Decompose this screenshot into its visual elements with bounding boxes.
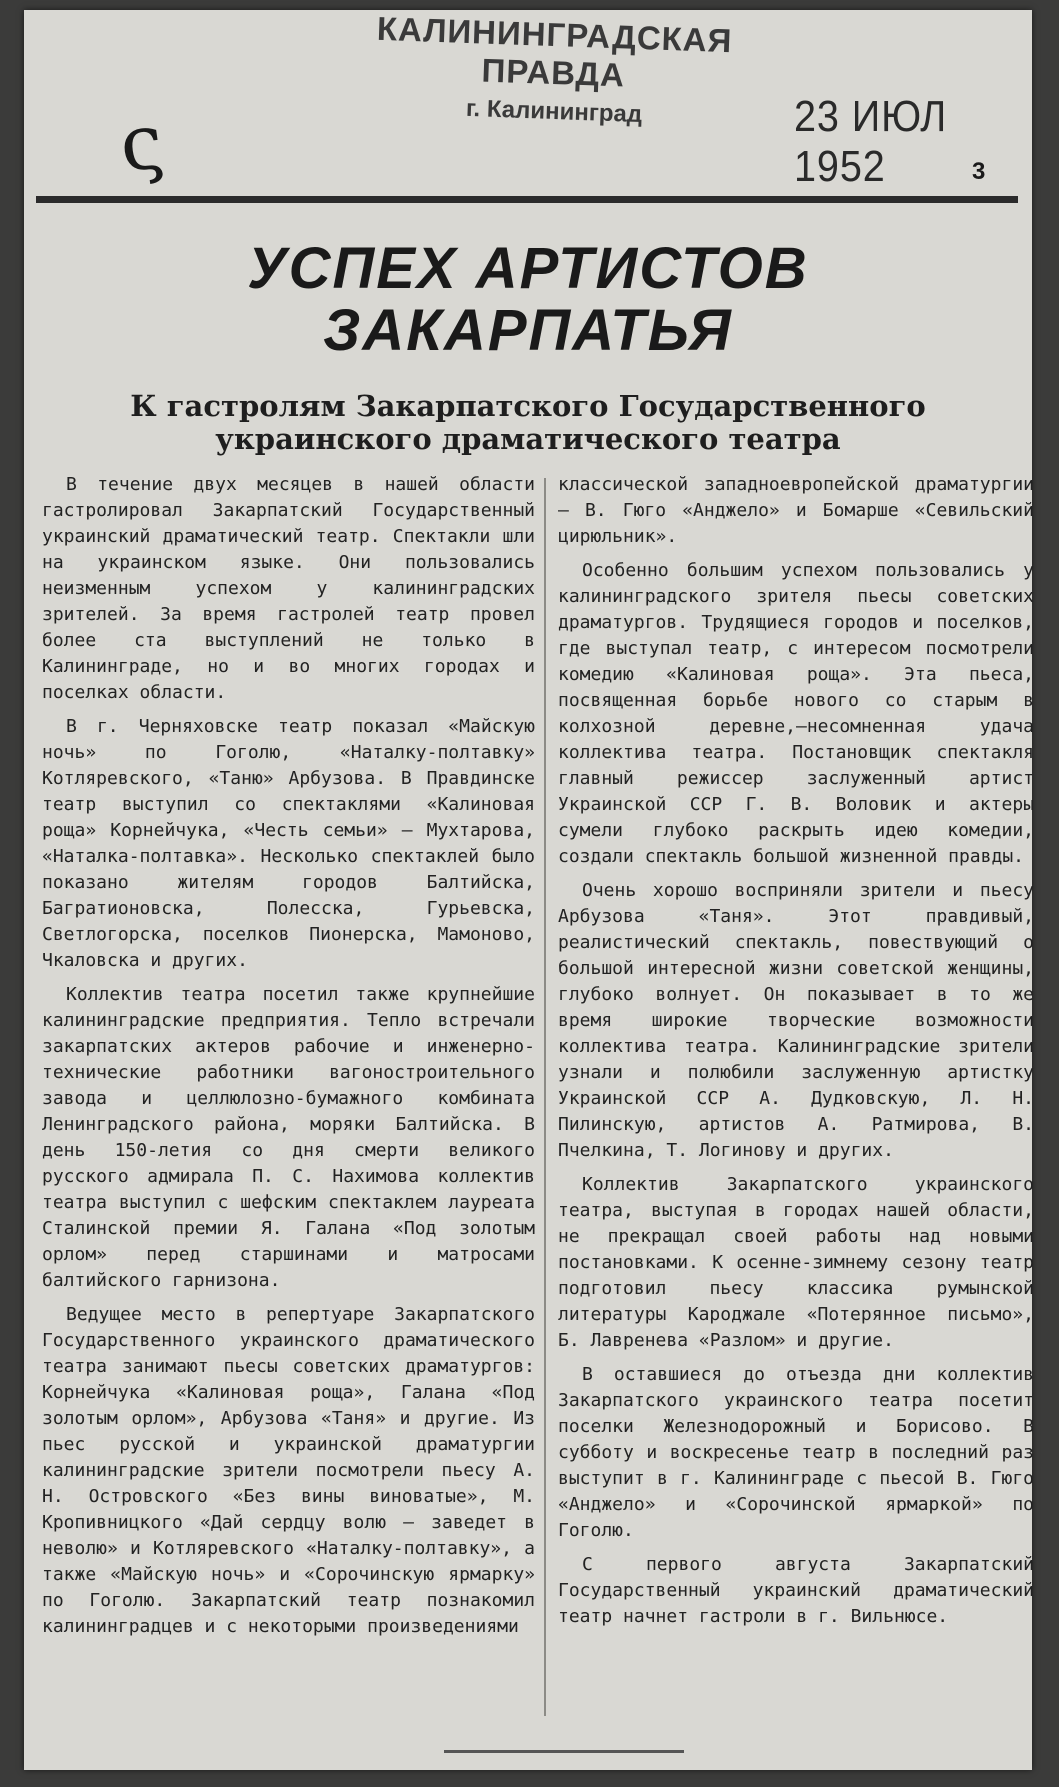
paragraph: Коллектив театра посетил также крупнейшие калининградские предприятия. Тепло встречали закарпатских актеров рабочие и инженерно-технические работники вагоностроительного завода и целлюлозно-бумажного комбината Ленинградского района, моряки Балтийска. В день 150-летия со дня смерти великого русского адмирала П. С. Нахимова коллектив театра выступил с шефским спектаклем лауреата Сталинской премии Я. Галана «Под золотым орлом» перед старшинами и матросами балтийского гарнизона. [42, 984, 535, 1291]
paragraph: Особенно большим успехом пользовались у калининградского зрителя пьесы советских драматургов. Трудящиеся городов и поселков, где выступал театр, с интересом посмотрели комедию «Калиновая роща». Эта пьеса, посвященная борьбе нового со старым в колхозной деревне,—несомненная удача коллектива театра. Постановщик спектакля главный режиссер заслуженный артист Украинской ССР Г. В. Воловик и актеры сумели глубоко раскрыть идею комедии, создали спектакль большой жизненной правды. [558, 560, 1034, 867]
masthead-stamp [324, 9, 784, 129]
subheadline-line-1: К гастролям Закарпатского Государственного [130, 389, 926, 423]
page-number: 3 [972, 158, 986, 185]
subheadline-line-2: украинского драматического театра [215, 422, 841, 456]
newspaper-clipping [24, 10, 1032, 1770]
column-divider [544, 478, 546, 1716]
date-stamp: 23 ИЮЛ 1952 [794, 92, 948, 191]
paragraph: классической западноевропейской драматургии — В. Гюго «Анджело» и Бомарше «Севильский цирюльник». [558, 474, 1034, 547]
headline-line-2: ЗАКАРПАТЬЯ [323, 298, 733, 363]
article-subheadline [24, 390, 1032, 456]
paragraph: В г. Черняховске театр показал «Майскую ночь» по Гоголю, «Наталку-полтавку» Котляревского, «Таню» Арбузова. В Правдинске театр выступил со спектаклями «Калиновая роща» Корнейчука, «Честь семьи» — Мухтарова, «Наталка-полтавка». Несколько спектаклей было показано жителям городов Балтийска, Багратионовска, Полесска, Гурьевска, Светлогорска, поселков Пионерска, Мамоново, Чкаловска и других. [42, 716, 535, 971]
headline-line-1: УСПЕХ АРТИСТОВ [247, 236, 809, 301]
header-rule [36, 196, 1018, 203]
paragraph: Очень хорошо восприняли зрители и пьесу Арбузова «Таня». Этот правдивый, реалистический спектакль, повествующий о большой интересной жизни советской женщины, глубоко волнует. Он показывает в то же время широкие творческие возможности коллектива театра. Калининградские зрители узнали и полюбили заслуженную артистку Украинской ССР А. Дудковскую, Л. Н. Пилинскую, артистов А. Ратмирова, В. Пчелкина, Т. Логинову и других. [558, 880, 1034, 1161]
right-column [558, 472, 1034, 1638]
left-column [42, 472, 535, 1648]
newspaper-name: КАЛИНИНГРАДСКАЯ ПРАВДА [376, 9, 733, 94]
paragraph: Ведущее место в репертуаре Закарпатского Государственного украинского драматического театра занимают пьесы советских драматургов: Корнейчука «Калиновая роща», Галана «Под золотым орлом», Арбузова «Таня» и другие. Из пьес русской и украинской драматургии калининградские зрители посмотрели пьесу А. Н. Островского «Без вины виноватые», М. Кропивницкого «Дай сердцу волю — заведет в неволю» и Котляревского «Наталку-полтавку», а также «Майскую ночь» и «Сорочинскую ярмарку» по Гоголю. Закарпатский театр познакомил калининградцев и с некоторыми произведениями [42, 1304, 535, 1637]
handwritten-mark: ς [114, 95, 169, 190]
article-headline [24, 238, 1032, 362]
paragraph: С первого августа Закарпатский Государственный украинский драматический театр начнет гастроли в г. Вильнюсе. [558, 1554, 1034, 1627]
paragraph: В течение двух месяцев в нашей области гастролировал Закарпатский Государственный украинский драматический театр. Спектакли шли на украинском языке. Они пользовались неизменным успехом у калининградских зрителей. За время гастролей театр провел более ста выступлений не только в Калининграде, но и во многих городах и поселках области. [42, 474, 535, 703]
paragraph: В оставшиеся до отъезда дни коллектив Закарпатского украинского театра посетит поселки Железнодорожный и Борисово. В субботу и воскресенье театр в последний раз выступит в г. Калининграде с пьесой В. Гюго «Анджело» и «Сорочинской ярмаркой» по Гоголю. [558, 1364, 1034, 1541]
newspaper-city: г. Калининград [465, 94, 643, 129]
footer-rule [444, 1750, 684, 1753]
paragraph: Коллектив Закарпатского украинского театра, выступая в городах нашей области, не прекращал своей работы над новыми постановками. К осенне-зимнему сезону театр подготовил пьесу классика румынской литературы Кароджале «Потерянное письмо», Б. Лавренева «Разлом» и другие. [558, 1174, 1034, 1351]
